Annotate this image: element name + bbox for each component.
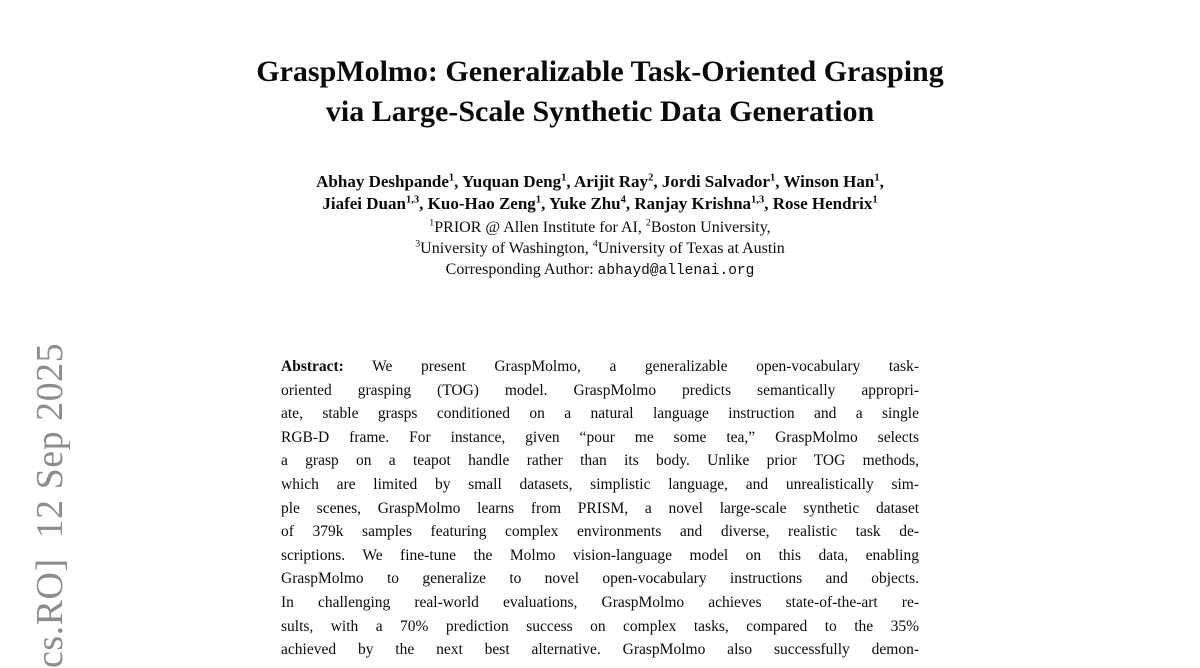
abstract-label: Abstract: [281, 358, 344, 375]
abstract-line: GraspMolmo to generalize to novel open-vocabulary instructions and objects. [281, 570, 919, 588]
affiliations-line-1 [0, 217, 1200, 238]
author-name: Winson Han$^1$ [783, 172, 880, 191]
author-name: Yuke Zhu$^4$ [548, 193, 626, 213]
corresponding-author-email: abhayd@allenai.org [597, 263, 755, 279]
abstract-line: RGB-D frame. For instance, given “pour me some tea,” GraspMolmo selects [281, 428, 919, 446]
abstract-line: achieved by the next best alternative. GraspMolmo also successfully demon- [281, 641, 919, 659]
abstract-line: a grasp on a teapot handle rather than its body. Unlike prior TOG methods, [281, 452, 919, 470]
author-name: Abhay Deshpande$^1$ [316, 172, 455, 191]
abstract [281, 355, 919, 662]
affiliation: $^3$University of Washington, [415, 238, 593, 257]
affiliation: $^2$Boston University, [645, 217, 771, 236]
author-name: Ranjay Krishna$^{1,3}$ [634, 193, 765, 213]
corresponding-author-label: Corresponding Author: [445, 261, 598, 278]
author-name: Kuo-Hao Zeng$^1$ [427, 193, 542, 213]
title-line-2: via Large-Scale Synthetic Data Generation [325, 95, 875, 128]
affiliations-line-2 [0, 238, 1200, 259]
abstract-line: of 379k samples featuring complex environments and diverse, realistic task de- [281, 523, 919, 541]
affiliation-block [0, 217, 1200, 282]
authors-line-1: Abhay Deshpande$^1$, Yuquan Deng$^1$, Arijit Ray$^2$, Jordi Salvador$^1$, Winson Han$^1$, [316, 172, 884, 191]
abstract-line: In challenging real-world evaluations, GraspMolmo achieves state-of-the-art re- [281, 593, 919, 611]
corresponding-author-line [0, 259, 1200, 282]
paper-title [0, 52, 1200, 132]
abstract-line: oriented grasping (TOG) model. GraspMolmo predicts semantically appropri- [281, 381, 919, 399]
abstract-line: scriptions. We fine-tune the Molmo vision-language model on this data, enabling [281, 546, 919, 564]
arxiv-stamp: cs.RO] 12 Sep 2025 [29, 342, 71, 668]
affiliation: $^1$PRIOR @ Allen Institute for AI, [429, 217, 646, 236]
abstract-line: ple scenes, GraspMolmo learns from PRISM, a novel large-scale synthetic dataset [281, 499, 919, 517]
abstract-line: sults, with a 70% prediction success on complex tasks, compared to the 35% [281, 617, 919, 635]
author-name: Yuquan Deng$^1$ [462, 172, 567, 191]
authors-line-2: Jiafei Duan$^{1,3}$, Kuo-Hao Zeng$^1$, Yuke Zhu$^4$, Ranjay Krishna$^{1,3}$, Rose Hendrix$^1$ [322, 193, 878, 213]
author-name: Arijit Ray$^2$ [573, 172, 654, 191]
abstract-line: which are limited by small datasets, simplistic language, and unrealistically sim- [281, 475, 919, 493]
abstract-line: Abstract: We present GraspMolmo, a generalizable open-vocabulary task- [281, 358, 919, 375]
abstract-line: ate, stable grasps conditioned on a natural language instruction and a single [281, 405, 919, 423]
affiliation: $^4$University of Texas at Austin [592, 238, 785, 257]
title-line-1: GraspMolmo: Generalizable Task-Oriented Grasping [256, 55, 944, 88]
author-name: Jordi Salvador$^1$ [661, 172, 776, 191]
author-name: Jiafei Duan$^{1,3}$ [322, 193, 420, 213]
author-block [0, 171, 1200, 214]
author-name: Rose Hendrix$^1$ [772, 193, 878, 213]
